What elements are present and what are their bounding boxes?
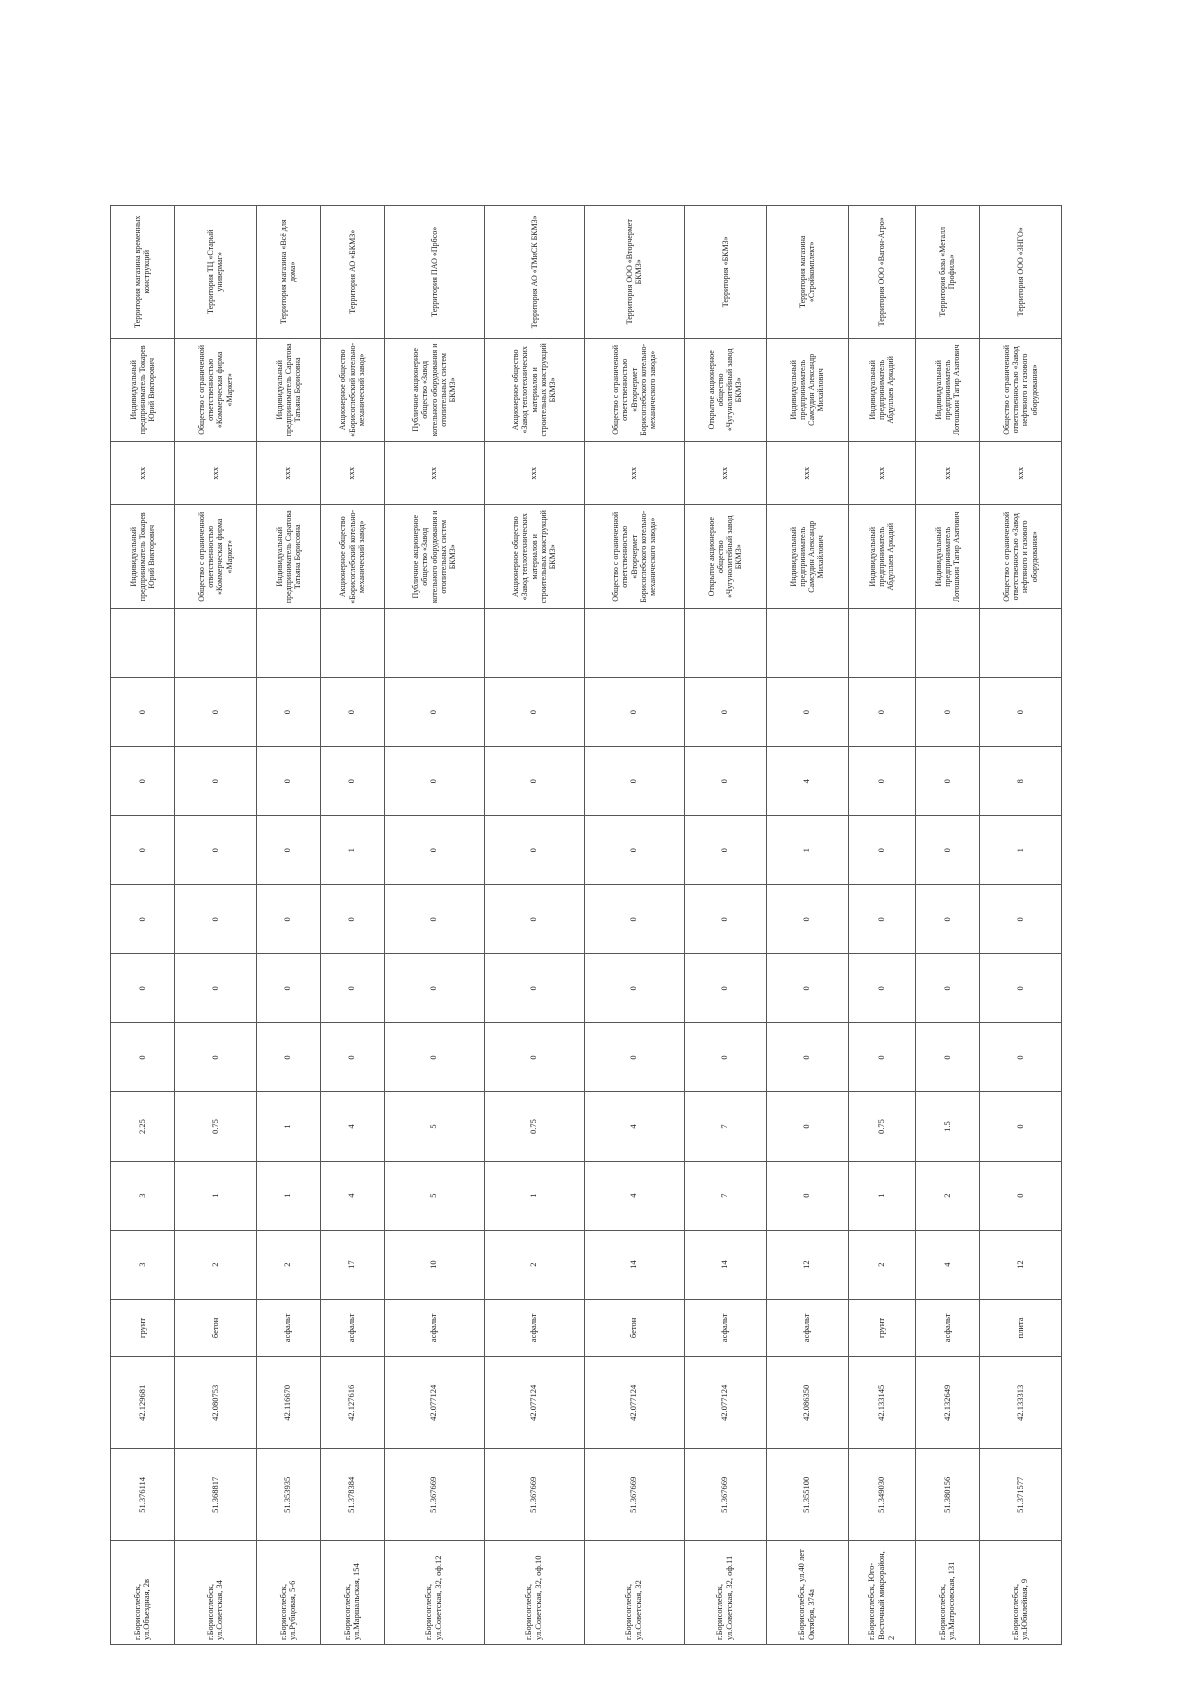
- cell-owner: Общество с ограниченной ответственностью «Коммерческая фирма «Маркет»: [174, 505, 256, 609]
- cell-num-4: 0: [484, 1023, 584, 1092]
- cell-num-5: 0: [916, 954, 980, 1023]
- cell-ogrn: xxx: [484, 442, 584, 505]
- cell-source: Индивидуальный предприниматель Токарев Юрий Викторович: [111, 338, 175, 442]
- cell-num-8: 0: [916, 747, 980, 816]
- cell-num-4: 0: [256, 1023, 320, 1092]
- cell-surface: грунт: [111, 1299, 175, 1357]
- cell-num-6: 0: [320, 885, 384, 954]
- cell-surface: асфальт: [320, 1299, 384, 1357]
- cell-num-2: 0: [979, 1161, 1061, 1230]
- cell-source: Открытое акционерное общество «Чугунолитейный завод БКМЗ»: [684, 338, 766, 442]
- cell-num-6: 0: [256, 885, 320, 954]
- cell-num-8: 4: [766, 747, 848, 816]
- cell-num-4: 0: [979, 1023, 1061, 1092]
- cell-num-5: 0: [766, 954, 848, 1023]
- cell-num-1: 17: [320, 1230, 384, 1299]
- cell-ogrn: xxx: [848, 442, 915, 505]
- cell-num-2: 7: [684, 1161, 766, 1230]
- cell-num-7: 0: [384, 816, 484, 885]
- cell-longitude: 42.086350: [766, 1357, 848, 1449]
- table-row: [384, 206, 484, 1645]
- cell-num-10: [384, 609, 484, 678]
- cell-owner: Открытое акционерное общество «Чугунолитейный завод БКМЗ»: [684, 505, 766, 609]
- table-body: [111, 206, 1062, 1645]
- cell-num-10: [916, 609, 980, 678]
- cell-num-1: 3: [111, 1230, 175, 1299]
- cell-owner: Индивидуальный предприниматель Абдуллаев Аркадий: [848, 505, 915, 609]
- cell-place: Территория магазина «Всё для дома»: [256, 206, 320, 339]
- cell-address: г.Борисоглебск, ул.Рубцовая, 5-6: [256, 1541, 320, 1645]
- table-row: [979, 206, 1061, 1645]
- cell-num-5: 0: [111, 954, 175, 1023]
- cell-num-7: 0: [584, 816, 684, 885]
- cell-place: Территория ООО «Вагон-Агро»: [848, 206, 915, 339]
- cell-num-8: 0: [384, 747, 484, 816]
- table-row: [766, 206, 848, 1645]
- cell-ogrn: xxx: [174, 442, 256, 505]
- cell-source: Индивидуальный предприниматель Саратова Татьяна Борисовна: [256, 338, 320, 442]
- cell-latitude: 51.378384: [320, 1449, 384, 1541]
- cell-num-10: [484, 609, 584, 678]
- cell-surface: асфальт: [916, 1299, 980, 1357]
- cell-num-2: 1: [174, 1161, 256, 1230]
- cell-num-1: 12: [979, 1230, 1061, 1299]
- cell-owner: Общество с ограниченной ответственностью «Завод нефтяного и газового оборудования»: [979, 505, 1061, 609]
- cell-owner: Общество с ограниченной ответственностью «Вторчермет Борисоглебского котельно-механического завода»: [584, 505, 684, 609]
- cell-num-3: 0.75: [174, 1092, 256, 1161]
- cell-num-4: 0: [384, 1023, 484, 1092]
- cell-num-7: 0: [848, 816, 915, 885]
- table-row: [916, 206, 980, 1645]
- cell-num-2: 5: [384, 1161, 484, 1230]
- table-row: [174, 206, 256, 1645]
- cell-source: Общество с ограниченной ответственностью «Коммерческая фирма «Маркет»: [174, 338, 256, 442]
- cell-num-9: 0: [174, 678, 256, 747]
- cell-address: г.Борисоглебск, ул.40 лет Октября, 374а: [766, 1541, 848, 1645]
- cell-num-6: 0: [848, 885, 915, 954]
- cell-num-3: 2.25: [111, 1092, 175, 1161]
- cell-num-4: 0: [684, 1023, 766, 1092]
- cell-address: г.Борисоглебск, Юго-Восточный микрорайон, 2: [848, 1541, 915, 1645]
- cell-num-6: 0: [916, 885, 980, 954]
- cell-address: г.Борисоглебск, ул.Советская, 32, оф.12: [384, 1541, 484, 1645]
- cell-surface: плита: [979, 1299, 1061, 1357]
- cell-num-3: 7: [684, 1092, 766, 1161]
- cell-num-8: 0: [848, 747, 915, 816]
- cell-latitude: 51.376114: [111, 1449, 175, 1541]
- cell-num-9: 0: [256, 678, 320, 747]
- cell-num-5: 0: [684, 954, 766, 1023]
- cell-address: г.Борисоглебск, ул.Советская, 32: [584, 1541, 684, 1645]
- table-row: [111, 206, 175, 1645]
- cell-place: Территория АО «БКМЗ»: [320, 206, 384, 339]
- cell-address: г.Борисоглебск, ул.Маршальская, 154: [320, 1541, 384, 1645]
- cell-num-2: 1: [484, 1161, 584, 1230]
- cell-num-5: 0: [320, 954, 384, 1023]
- cell-ogrn: xxx: [384, 442, 484, 505]
- cell-longitude: 42.133313: [979, 1357, 1061, 1449]
- cell-ogrn: xxx: [766, 442, 848, 505]
- cell-num-6: 0: [111, 885, 175, 954]
- cell-latitude: 51.367669: [684, 1449, 766, 1541]
- cell-num-3: 0.75: [848, 1092, 915, 1161]
- cell-longitude: 42.116670: [256, 1357, 320, 1449]
- cell-place: Территория ТЦ «Старый универмаг»: [174, 206, 256, 339]
- cell-num-8: 0: [174, 747, 256, 816]
- cell-num-4: 0: [848, 1023, 915, 1092]
- cell-num-9: 0: [484, 678, 584, 747]
- cell-num-7: 0: [916, 816, 980, 885]
- table-row: [320, 206, 384, 1645]
- cell-num-8: 0: [684, 747, 766, 816]
- cell-ogrn: xxx: [979, 442, 1061, 505]
- cell-num-7: 1: [979, 816, 1061, 885]
- cell-longitude: 42.127616: [320, 1357, 384, 1449]
- cell-num-2: 3: [111, 1161, 175, 1230]
- cell-source: Акционерное общество «Завод теплотехнических материалов и строительных конструкций БКМЗ»: [484, 338, 584, 442]
- cell-num-1: 2: [848, 1230, 915, 1299]
- cell-place: Территория ООО «Вторчермет БКМЗ»: [584, 206, 684, 339]
- cell-address: г.Борисоглебск, ул.Советская, 34: [174, 1541, 256, 1645]
- cell-num-1: 2: [174, 1230, 256, 1299]
- cell-num-3: 1: [256, 1092, 320, 1161]
- cell-num-10: [684, 609, 766, 678]
- cell-num-5: 0: [584, 954, 684, 1023]
- cell-num-2: 1: [256, 1161, 320, 1230]
- cell-longitude: 42.077124: [384, 1357, 484, 1449]
- cell-longitude: 42.080753: [174, 1357, 256, 1449]
- cell-surface: грунт: [848, 1299, 915, 1357]
- cell-num-1: 12: [766, 1230, 848, 1299]
- table-row: [256, 206, 320, 1645]
- cell-surface: асфальт: [256, 1299, 320, 1357]
- cell-latitude: 51.367669: [484, 1449, 584, 1541]
- cell-num-3: 4: [584, 1092, 684, 1161]
- cell-num-6: 0: [584, 885, 684, 954]
- cell-surface: асфальт: [684, 1299, 766, 1357]
- cell-surface: асфальт: [484, 1299, 584, 1357]
- cell-num-1: 14: [684, 1230, 766, 1299]
- cell-num-1: 14: [584, 1230, 684, 1299]
- cell-latitude: 51.380156: [916, 1449, 980, 1541]
- cell-num-6: 0: [979, 885, 1061, 954]
- cell-latitude: 51.355100: [766, 1449, 848, 1541]
- cell-num-6: 0: [766, 885, 848, 954]
- cell-num-7: 0: [174, 816, 256, 885]
- cell-longitude: 42.133145: [848, 1357, 915, 1449]
- cell-num-6: 0: [684, 885, 766, 954]
- cell-num-5: 0: [256, 954, 320, 1023]
- cell-num-10: [848, 609, 915, 678]
- cell-ogrn: xxx: [256, 442, 320, 505]
- table-row: [484, 206, 584, 1645]
- cell-ogrn: xxx: [916, 442, 980, 505]
- cell-source: Общество с ограниченной ответственностью «Завод нефтяного и газового оборудования»: [979, 338, 1061, 442]
- table-row: [584, 206, 684, 1645]
- cell-num-10: [111, 609, 175, 678]
- cell-num-8: 0: [256, 747, 320, 816]
- cell-num-7: 0: [684, 816, 766, 885]
- cell-num-8: 0: [111, 747, 175, 816]
- cell-num-4: 0: [174, 1023, 256, 1092]
- cell-num-8: 0: [584, 747, 684, 816]
- cell-num-2: 4: [320, 1161, 384, 1230]
- cell-address: г.Борисоглебск, ул.Объездная, 2в: [111, 1541, 175, 1645]
- cell-num-10: [766, 609, 848, 678]
- cell-latitude: 51.353935: [256, 1449, 320, 1541]
- cell-owner: Акционерное общество «Борисоглебский котельно-механический завод»: [320, 505, 384, 609]
- cell-num-2: 4: [584, 1161, 684, 1230]
- cell-surface: бетон: [584, 1299, 684, 1357]
- cell-source: Общество с ограниченной ответственностью «Вторчермет Борисоглебского котельно-механического завода»: [584, 338, 684, 442]
- cell-num-9: 0: [384, 678, 484, 747]
- cell-num-9: 0: [320, 678, 384, 747]
- cell-num-1: 10: [384, 1230, 484, 1299]
- cell-num-2: 1: [848, 1161, 915, 1230]
- cell-owner: Индивидуальный предприниматель Лотошкин Тагир Азатович: [916, 505, 980, 609]
- cell-longitude: 42.077124: [684, 1357, 766, 1449]
- rotated-table-container: [110, 205, 1062, 1645]
- cell-latitude: 51.367669: [584, 1449, 684, 1541]
- cell-source: Индивидуальный предприниматель Лотошкин Тагир Азатович: [916, 338, 980, 442]
- cell-source: Публичное акционерное общество «Завод котельного оборудования и отопительных систем БКМЗ»: [384, 338, 484, 442]
- cell-num-10: [584, 609, 684, 678]
- cell-address: г.Борисоглебск, ул.Матросовская, 131: [916, 1541, 980, 1645]
- cell-num-3: 0.75: [484, 1092, 584, 1161]
- cell-num-8: 0: [320, 747, 384, 816]
- cell-num-5: 0: [384, 954, 484, 1023]
- cell-num-7: 0: [484, 816, 584, 885]
- cell-num-9: 0: [848, 678, 915, 747]
- cell-num-9: 0: [684, 678, 766, 747]
- cell-owner: Индивидуальный предприниматель Токарев Юрий Викторович: [111, 505, 175, 609]
- cell-place: Территория магазина «Стройкомплект»: [766, 206, 848, 339]
- cell-num-5: 0: [979, 954, 1061, 1023]
- cell-num-10: [174, 609, 256, 678]
- cell-surface: асфальт: [384, 1299, 484, 1357]
- cell-num-3: 5: [384, 1092, 484, 1161]
- cell-source: Индивидуальный предприниматель Абдуллаев Аркадий: [848, 338, 915, 442]
- cell-num-6: 0: [484, 885, 584, 954]
- cell-ogrn: xxx: [684, 442, 766, 505]
- cell-latitude: 51.371577: [979, 1449, 1061, 1541]
- cell-longitude: 42.077124: [484, 1357, 584, 1449]
- cell-surface: асфальт: [766, 1299, 848, 1357]
- cell-place: Территория базы «Металл Профиль»: [916, 206, 980, 339]
- cell-num-4: 0: [111, 1023, 175, 1092]
- cell-owner: Публичное акционерное общество «Завод котельного оборудования и отопительных систем БКМЗ»: [384, 505, 484, 609]
- cell-num-10: [979, 609, 1061, 678]
- cell-source: Акционерное общество «Борисоглебский котельно-механический завод»: [320, 338, 384, 442]
- cell-num-6: 0: [174, 885, 256, 954]
- cell-num-3: 1.5: [916, 1092, 980, 1161]
- cell-num-4: 0: [766, 1023, 848, 1092]
- cell-num-9: 0: [584, 678, 684, 747]
- cell-num-7: 0: [256, 816, 320, 885]
- cell-num-8: 0: [484, 747, 584, 816]
- cell-address: г.Борисоглебск, ул.Юбилейная, 9: [979, 1541, 1061, 1645]
- table-row: [848, 206, 915, 1645]
- cell-owner: Акционерное общество «Завод теплотехнических материалов и строительных конструкций БКМЗ»: [484, 505, 584, 609]
- cell-place: Территория магазина временных конструкций: [111, 206, 175, 339]
- cell-num-3: 4: [320, 1092, 384, 1161]
- cell-num-1: 2: [256, 1230, 320, 1299]
- cell-num-3: 0: [979, 1092, 1061, 1161]
- cell-num-10: [256, 609, 320, 678]
- cell-num-10: [320, 609, 384, 678]
- cell-num-2: 2: [916, 1161, 980, 1230]
- cell-latitude: 51.368817: [174, 1449, 256, 1541]
- cell-num-4: 0: [584, 1023, 684, 1092]
- cell-num-7: 0: [111, 816, 175, 885]
- cell-num-4: 0: [916, 1023, 980, 1092]
- cell-place: Территория АО «ТМиСК БКМЗ»: [484, 206, 584, 339]
- cell-place: Территория ПАО «Прбсо»: [384, 206, 484, 339]
- cell-latitude: 51.349030: [848, 1449, 915, 1541]
- cell-ogrn: xxx: [584, 442, 684, 505]
- cell-num-5: 0: [484, 954, 584, 1023]
- cell-address: г.Борисоглебск, ул.Советская, 32, оф.10: [484, 1541, 584, 1645]
- cell-num-9: 0: [111, 678, 175, 747]
- cell-num-5: 0: [848, 954, 915, 1023]
- cell-surface: бетон: [174, 1299, 256, 1357]
- container-sites-table: [110, 205, 1062, 1645]
- cell-longitude: 42.129681: [111, 1357, 175, 1449]
- cell-num-7: 1: [766, 816, 848, 885]
- cell-num-9: 0: [979, 678, 1061, 747]
- cell-num-9: 0: [766, 678, 848, 747]
- cell-num-9: 0: [916, 678, 980, 747]
- cell-place: Территория «БКМЗ»: [684, 206, 766, 339]
- cell-ogrn: xxx: [320, 442, 384, 505]
- cell-longitude: 42.077124: [584, 1357, 684, 1449]
- cell-num-8: 8: [979, 747, 1061, 816]
- cell-num-5: 0: [174, 954, 256, 1023]
- cell-longitude: 42.132649: [916, 1357, 980, 1449]
- table-row: [684, 206, 766, 1645]
- cell-place: Территория ООО «ЗНГО»: [979, 206, 1061, 339]
- cell-num-6: 0: [384, 885, 484, 954]
- cell-ogrn: xxx: [111, 442, 175, 505]
- cell-source: Индивидуальный предприниматель Самсудин Александр Михайлович: [766, 338, 848, 442]
- cell-num-1: 2: [484, 1230, 584, 1299]
- cell-num-3: 0: [766, 1092, 848, 1161]
- cell-num-1: 4: [916, 1230, 980, 1299]
- cell-num-7: 1: [320, 816, 384, 885]
- cell-latitude: 51.367669: [384, 1449, 484, 1541]
- cell-num-2: 0: [766, 1161, 848, 1230]
- cell-address: г.Борисоглебск, ул.Советская, 32, оф.11: [684, 1541, 766, 1645]
- cell-owner: Индивидуальный предприниматель Самсудин Александр Михайлович: [766, 505, 848, 609]
- cell-owner: Индивидуальный предприниматель Саратова Татьяна Борисовна: [256, 505, 320, 609]
- cell-num-4: 0: [320, 1023, 384, 1092]
